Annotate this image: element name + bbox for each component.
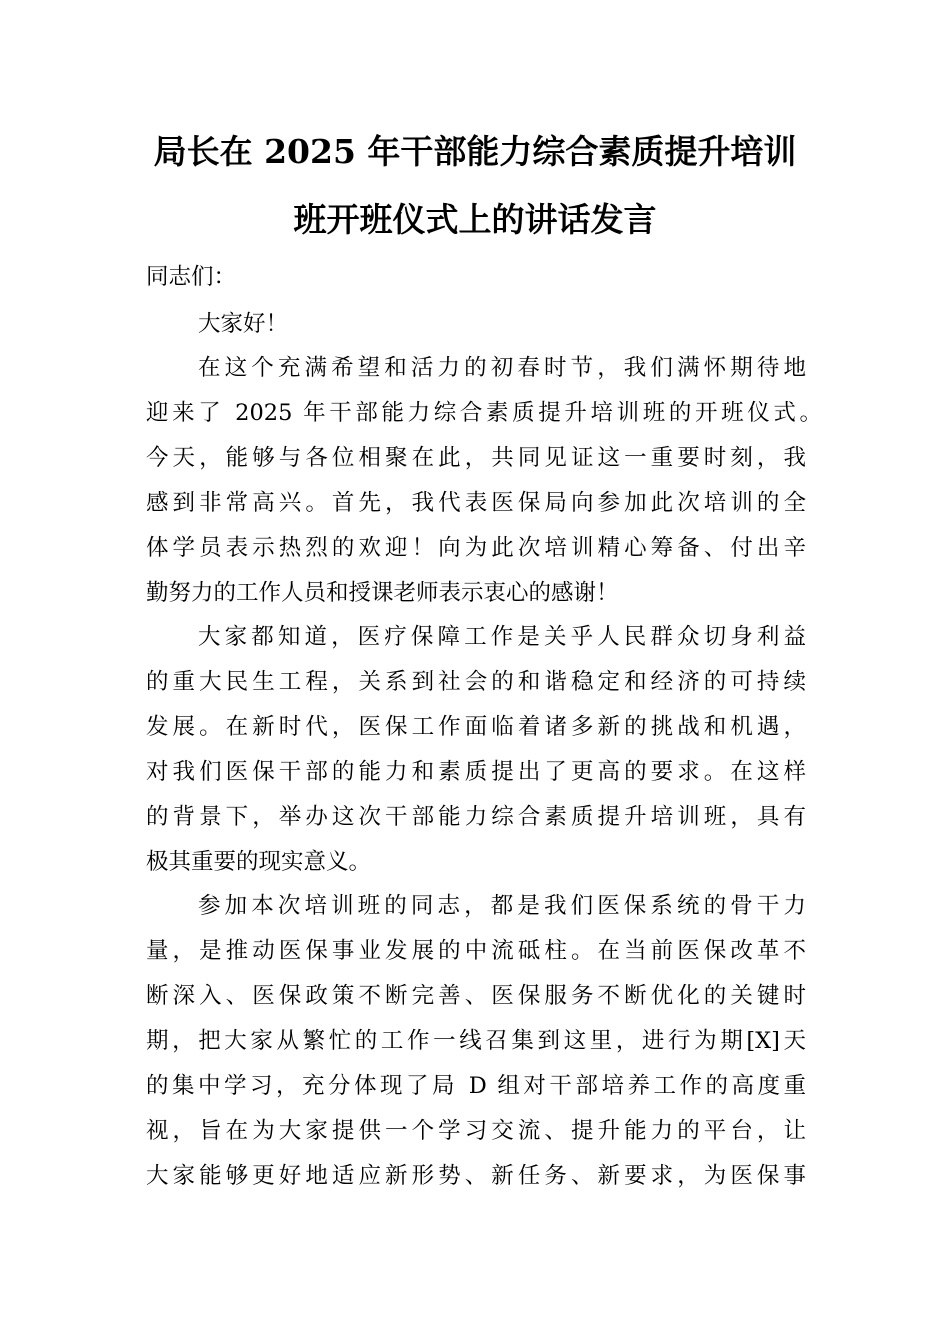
paragraph-2-line-6: 极其重要的现实意义。 <box>146 849 372 875</box>
paragraph-3-line-1: 参加本次培训班的同志，都是我们医保系统的骨干力 <box>198 893 806 919</box>
paragraph-3-line-7: 大家能够更好地适应新形势、新任务、新要求，为医保事 <box>146 1163 806 1189</box>
paragraph-2-line-2: 的重大民生工程，关系到社会的和谐稳定和经济的可持续 <box>146 669 806 695</box>
paragraph-1-line-1: 在这个充满希望和活力的初春时节，我们满怀期待地 <box>198 355 806 381</box>
paragraph-3-line-3: 断深入、医保政策不断完善、医保服务不断优化的关键时 <box>146 983 806 1009</box>
salutation: 同志们： <box>146 264 237 290</box>
greeting: 大家好！ <box>198 311 289 337</box>
paragraph-3-line-5: 的集中学习，充分体现了局 D 组对干部培养工作的高度重 <box>146 1073 806 1099</box>
paragraph-3-line-2: 量，是推动医保事业发展的中流砥柱。在当前医保改革不 <box>146 938 806 964</box>
paragraph-3-line-4: 期，把大家从繁忙的工作一线召集到这里，进行为期[X]天 <box>146 1028 806 1054</box>
paragraph-2-line-3: 发展。在新时代，医保工作面临着诸多新的挑战和机遇， <box>146 714 806 740</box>
paragraph-2-line-4: 对我们医保干部的能力和素质提出了更高的要求。在这样 <box>146 759 806 785</box>
paragraph-2-line-5: 的背景下，举办这次干部能力综合素质提升培训班，具有 <box>146 804 806 830</box>
paragraph-1-line-6: 勤努力的工作人员和授课老师表示衷心的感谢！ <box>146 580 619 606</box>
document-title-line-2: 班开班仪式上的讲话发言 <box>293 200 657 239</box>
paragraph-3-line-6: 视，旨在为大家提供一个学习交流、提升能力的平台，让 <box>146 1118 806 1144</box>
paragraph-1-line-2: 迎来了 2025 年干部能力综合素质提升培训班的开班仪式。 <box>146 400 822 426</box>
paragraph-1-line-4: 感到非常高兴。首先，我代表医保局向参加此次培训的全 <box>146 490 806 516</box>
paragraph-2-line-1: 大家都知道，医疗保障工作是关乎人民群众切身利益 <box>198 624 806 650</box>
paragraph-1-line-5: 体学员表示热烈的欢迎！向为此次培训精心筹备、付出辛 <box>146 535 806 561</box>
document-title-line-1: 局长在 2025 年干部能力综合素质提升培训 <box>153 132 797 171</box>
paragraph-1-line-3: 今天，能够与各位相聚在此，共同见证这一重要时刻，我 <box>146 445 806 471</box>
